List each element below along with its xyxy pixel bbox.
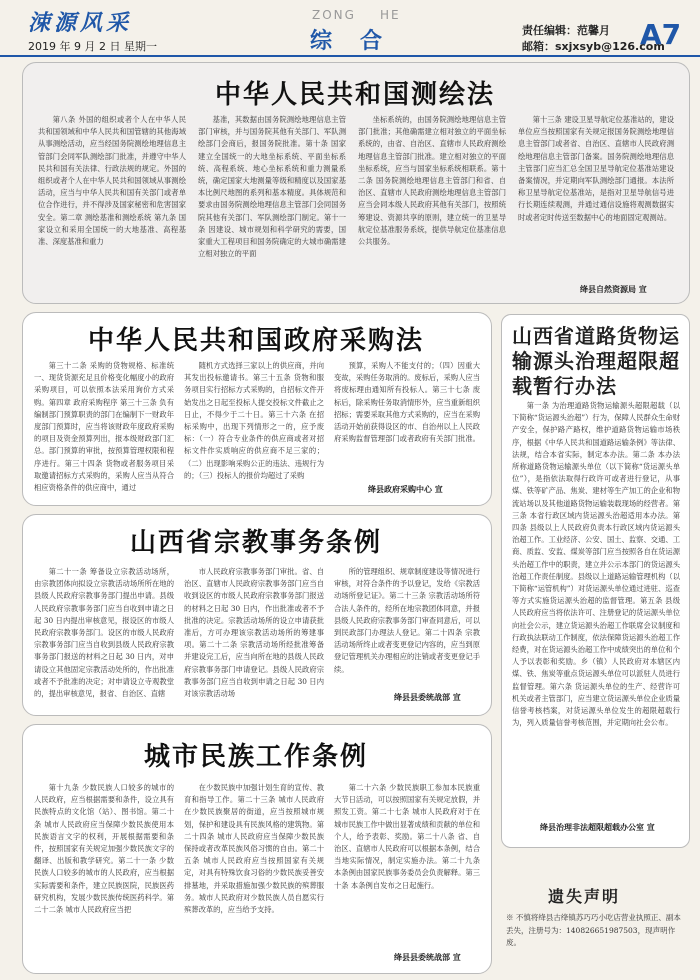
section-pinyin-1: ZONG: [312, 8, 356, 22]
procurement-col-3: [334, 360, 480, 480]
procurement-signature: 绛县政府采购中心 宣: [368, 484, 443, 494]
survey-col-4-text: 第十三条 建设卫星导航定位基准站的，建设单位应当按照国家有关规定报国务院测绘地理信息主管部门或者省、自治区、直辖市人民政府测绘地理信息主管部门备案。国务院测绘地理信息主管部门应当汇总全国卫星导航定位基准站建设备案情况，并定期向军队测绘部门通报。本法所称卫星导航定位基准站，是指对卫星导航信号进行长期连续观测，并通过通信设施将观测数据实时或者定时传送至数据中心的地面固定观测站。: [518, 115, 674, 222]
religion-col-2-text: 市人民政府宗教事务部门审批。省、自治区、直辖市人民政府宗教事务部门应当自收到设区的市级人民政府宗教事务部门报送的材料之日起 30 日内，作出批准或者不予批准的决定。宗教活动场所的设立申请获批准后，方可办理该宗教活动场所的筹建事项。第二十二条 宗教活动场所经批准筹备并建设完工后，应当向所在地的县级人民政府宗教事务部门申请登记。县级人民政府宗教事务部门应当自收到申请之日起 30 日内对该宗教活动场: [184, 567, 324, 699]
masthead-divider: [0, 55, 700, 57]
ethnic-signature: 绛县县委统战部 宣: [394, 952, 461, 962]
procurement-col-2: [184, 360, 324, 500]
survey-col-4: [518, 114, 674, 270]
ethnic-col-3-text: 第二十六条 少数民族职工参加本民族重大节日活动，可以按照国家有关规定放假，并照发工资。第二十七条 城市人民政府对于在城市民族工作中做出显著成绩和贡献的单位和个人，给予表彰、奖励。第二十八条 省、自治区、直辖市人民政府可以根据本条例，结合当地实际情况，制定实施办法。第二十九条 本条例由国家民族事务委员会负责解释。第三十条 本条例自发布之日起施行。: [334, 783, 480, 890]
religion-col-1: [34, 566, 174, 710]
survey-col-3-text: 坐标系统的，由国务院测绘地理信息主管部门批准；其他确需建立相对独立的平面坐标系统的，由省、自治区、直辖市人民政府测绘地理信息主管部门批准。建立相对独立的平面坐标系统，应当与国家坐标系统相联系。第十二条 国务院测绘地理信息主管部门和省、自治区、直辖市人民政府测绘地理信息主管部门应当会同本级人民政府其他有关部门，按照统筹建设、资源共享的原则，建立统一的卫星导航定位基准服务系统，提供导航定位基准信息公共服务。: [358, 115, 506, 247]
newspaper-name: 涑源风采: [28, 10, 133, 36]
ethnic-col-1: [34, 782, 174, 966]
issue-date: 2019 年 9 月 2 日 星期一: [28, 40, 157, 53]
survey-col-3: [358, 114, 506, 274]
transport-body: [512, 400, 680, 812]
procurement-col-1-text: 第三十二条 采购的货物规格、标准统一、现货货源充足且价格变化幅度小的政府采购项目，可以依照本法采用询价方式采购。第四章 政府采购程序 第三十三条 负有编制部门预算职责的部门在编制下一财政年度部门预算时，应当将该财政年度政府采购的项目及资金预算列出，报本级财政部门汇总。部门预算的审批，按预算管理权限和程序进行。第三十四条 货物或者服务项目采取邀请招标方式采购的，采购人应当从符合相应资格条件的供应商中，通过: [34, 361, 174, 493]
ethnic-col-2: [184, 782, 324, 966]
religion-signature: 绛县县委统战部 宣: [394, 692, 461, 702]
survey-signature: 绛县自然资源局 宣: [580, 284, 647, 294]
survey-col-2: [198, 114, 346, 294]
survey-col-1: [38, 114, 186, 294]
transport-signature: 绛县治理非法超限超载办公室 宣: [540, 822, 655, 832]
ethnic-col-3: [334, 782, 480, 946]
religion-title: 山西省宗教事务条例: [129, 528, 382, 558]
religion-col-2: [184, 566, 324, 710]
ethnic-title: 城市民族工作条例: [143, 742, 368, 772]
religion-col-3-text: 所的管理组织、规章制度建设等情况进行审核，对符合条件的予以登记，发给《宗教活动场所登记证》。第二十三条 宗教活动场所符合法人条件的，经所在地宗教团体同意，并报县级人民政府宗教事务部门审查同意后，可以到民政部门办理法人登记。第二十四条 宗教活动场所终止或者变更登记内容的，应当到原登记管理机关办理相应的注销或者变更登记手续。: [334, 567, 480, 674]
lost-notice-text: ※ 不慎将绛县古绛镇苏巧巧小吃店营业执照正、副本丢失，注册号为：140826651987503，现声明作废。: [506, 913, 681, 947]
transport-body-text: 第一条 为治理道路货物运输源头超限超载（以下简称“货运源头治超”）行为，保障人民群众生命财产安全，保护路产路权，维护道路货物运输市场秩序，根据《中华人民共和国道路运输条例》等法律、法规，结合本省实际，制定本办法。第二条 本办法所称道路货物运输源头单位（以下简称“货运源头单位”），是指依法取得行政许可或者进行登记，从事煤、铁等矿产品、焦炭、建材等生产加工的企业和物流站场以及其他道路货物运输装载现场的经营者。第三条 本省行政区域内货运源头治超适用本办法。第四条 县级以上人民政府负责本行政区域内货运源头治超工作。工业经济、公安、国土、监察、交通、工商、质监、安监、煤炭等部门应当按照各自在货运源头治超工作中的职责，建立并公示本部门的货运源头治超工作责任制度。县级以上道路运输管理机构（以下简称“运管机构”）对货运源头单位通过进驻、巡查等方式实施货运源头治超的监督管理。第五条 县级人民政府应当将依法许可、注册登记的货运源头单位向社会公示，建立货运源头治超工作联席会议制度和行政执法联动工作制度，依法保障货运源头治超工作经费，对在货运源头治超工作中成绩突出的单位和个人予以表彰和奖励。乡（镇）人民政府对本辖区内煤、铁、焦炭等重点货运源头单位可以派驻人员进行监督管理。第六条 货运源头单位的生产、经营许可机关或者主管部门，应当建立货运源头单位企业质量信誉考核档案，对货运源头单位发生的超限超载行为，列入质量信誉考核范围，并定期向社会公布。: [512, 401, 680, 728]
lost-notice-title: 遗失声明: [548, 887, 621, 906]
page-number: A7: [640, 18, 682, 51]
ethnic-col-1-text: 第十九条 少数民族人口较多的城市的人民政府，应当根据需要和条件，设立具有民族特点的文化馆（站）、图书馆。第二十条 城市人民政府应当保障少数民族使用本民族语言文字的权利，开展根据需要和条件，按照国家有关规定加强少数民族文字的翻译、出版和教学研究。第二十一条 少数民族人口较多的城市的人民政府，应当根据实际需要和条件，建立民族医院，民族医药研究机构，发展少数民族传统医药科学。第二十二条 城市人民政府应当把: [34, 783, 174, 915]
procurement-col-3-text: 预算，采购人不能支付的；（四）因重大变故，采购任务取消的。废标后，采购人应当将废标理由通知所有投标人。第三十七条 废标后，除采购任务取消情形外，应当重新组织招标；需要采取其他方式采购的，应当在采购活动开始前获得设区的市、自治州以上人民政府采购监督管理部门或者政府有关部门批准。: [334, 361, 480, 444]
survey-col-1-text: 第八条 外国的组织或者个人在中华人民共和国领域和中华人民共和国管辖的其他海域从事测绘活动，应当经国务院测绘地理信息主管部门会同军队测绘部门批准，并遵守中华人民共和国有关法律、行政法规的规定。外国的组织或者个人在中华人民共和国领域从事测绘活动，应当与中华人民共和国有关部门或者单位合作进行，并不得涉及国家秘密和危害国家安全。第二章 测绘基准和测绘系统 第九条 国家设立和采用全国统一的大地基准、高程基准、深度基准和重力: [38, 115, 186, 247]
religion-col-1-text: 第二十一条 筹备设立宗教活动场所，由宗教团体向拟设立宗教活动场所所在地的县级人民政府宗教事务部门提出申请。县级人民政府宗教事务部门应当自收到申请之日起 30 日内提出审核意见，报设区的市级人民政府宗教事务部门。设区的市级人民政府宗教事务部门应当自收到县级人民政府宗教事务部门报送的材料之日起 30 日内，对申请设立其他固定宗教活动处所的，作出批准或者不予批准的决定；对申请设立寺观教堂的，提出审核意见，报省、自治区、直辖: [34, 567, 174, 699]
survey-title: 中华人民共和国测绘法: [214, 80, 495, 110]
procurement-title: 中华人民共和国政府采购法: [87, 326, 424, 356]
survey-col-2-text: 基准，其数据由国务院测绘地理信息主管部门审核，并与国务院其他有关部门、军队测绘部门会商后，报国务院批准。第十条 国家建立全国统一的大地坐标系统、平面坐标系统、高程系统、地心坐标系统和重力测量系统，确定国家大地测量等级和精度以及国家基本比例尺地图的系列和基本精度。具体规范和要求由国务院测绘地理信息主管部门会同国务院其他有关部门、军队测绘部门制定。第十一条 因建设、城市规划和科学研究的需要，国家重大工程项目和国务院确定的大城市确需建立相对独立的平面: [198, 115, 346, 259]
procurement-col-1: [34, 360, 174, 500]
ethnic-col-2-text: 在少数民族中加强计划生育的宣传、教育和指导工作。第二十三条 城市人民政府在少数民族聚居的街道，应当按照城市规划，保护和建设具有民族风格的建筑物。第二十四条 城市人民政府应当保障少数民族保持或者改革民族风俗习惯的自由。第二十五条 城市人民政府应当按照国家有关规定，对具有特殊饮食习俗的少数民族妥善安排墓地，并采取措施加强少数民族的殡葬服务。城市人民政府对少数民族人员自愿实行殡葬改革的，应当给予支持。: [184, 783, 324, 915]
editor-credit: 责任编辑：范馨月: [522, 24, 610, 37]
section-title: 综合: [310, 28, 411, 54]
procurement-col-2-text: 随机方式选择三家以上的供应商，并向其发出投标邀请书。第三十五条 货物和服务项目实行招标方式采购的，自招标文件开始发出之日起至投标人提交投标文件截止之日止，不得少于二十日。第三十六条 在招标采购中，出现下列情形之一的，应予废标：（一）符合专业条件的供应商或者对招标文件作实质响应的供应商不足三家的；（二）出现影响采购公正的违法、违规行为的；（三）投标人的报价均超过了采购: [184, 361, 324, 480]
editor-email: 邮箱：sxjxsyb@126.com: [522, 40, 665, 53]
religion-col-3: [334, 566, 480, 686]
section-pinyin-2: HE: [380, 8, 401, 22]
transport-title: 山西省道路货物运输源头治理超限超载暂行办法: [512, 324, 680, 398]
